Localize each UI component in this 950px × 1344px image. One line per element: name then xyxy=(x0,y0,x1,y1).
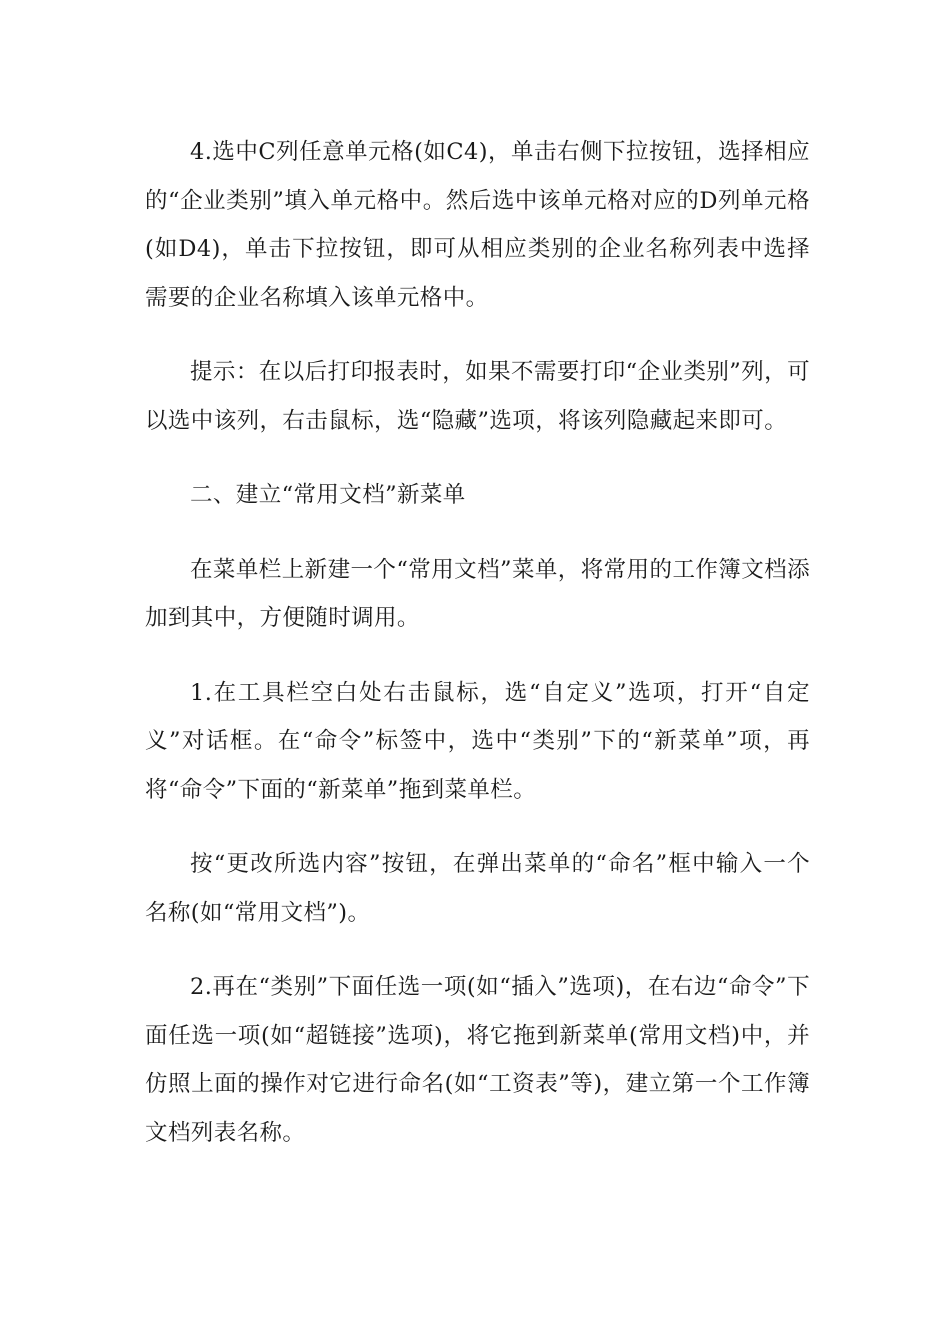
paragraph-intro: 在菜单栏上新建一个“常用文档”菜单，将常用的工作簿文档添加到其中，方便随时调用。 xyxy=(145,556,810,631)
paragraph-tip: 提示：在以后打印报表时，如果不需要打印“企业类别”列，可以选中该列，右击鼠标，选“隐藏”选项，将该列隐藏起来即可。 xyxy=(145,359,810,434)
paragraph-step-2: 2.再在“类别”下面任选一项(如“插入”选项)，在右边“命令”下面任选一项(如“超链接”选项)，将它拖到新菜单(常用文档)中，并仿照上面的操作对它进行命名(如“工资表”等)，建立第一个工作簿文档列表名称。 xyxy=(145,974,810,1146)
section-heading: 二、建立“常用文档”新菜单 xyxy=(190,482,466,508)
paragraph-step-4: 4.选中C列任意单元格(如C4)，单击右侧下拉按钮，选择相应的“企业类别”填入单元格中。然后选中该单元格对应的D列单元格(如D4)，单击下拉按钮，即可从相应类别的企业名称列表中选择需要的企业名称填入该单元格中。 xyxy=(145,139,810,311)
paragraph-step-1: 1.在工具栏空白处右击鼠标，选“自定义”选项，打开“自定义”对话框。在“命令”标签中，选中“类别”下的“新菜单”项，再将“命令”下面的“新菜单”拖到菜单栏。 xyxy=(145,679,810,803)
paragraph-rename: 按“更改所选内容”按钮，在弹出菜单的“命名”框中输入一个名称(如“常用文档”)。 xyxy=(145,851,810,926)
document-body xyxy=(145,128,810,1183)
